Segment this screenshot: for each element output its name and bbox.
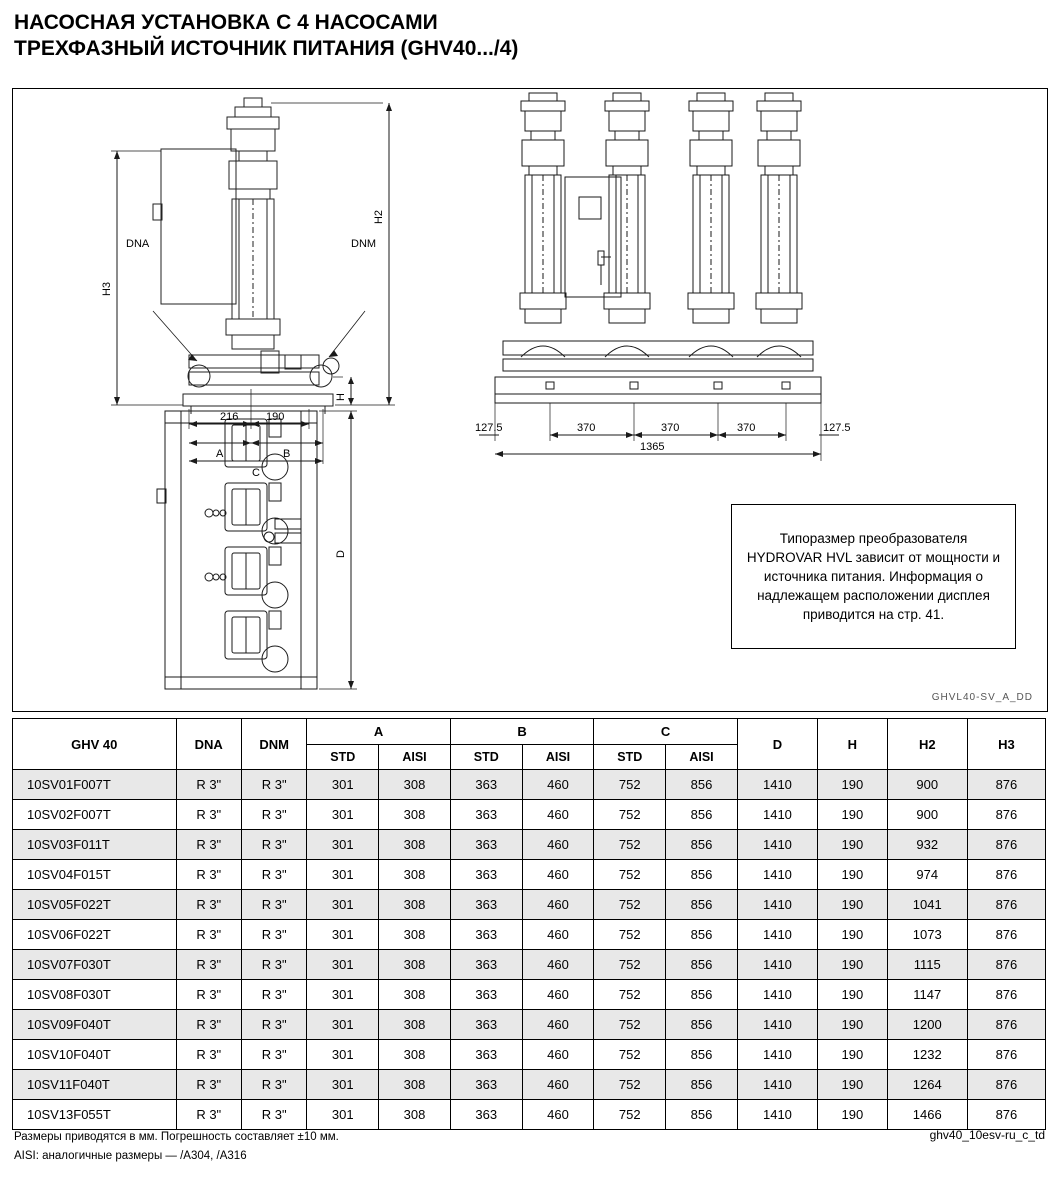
cell-h: 190 [818,1100,888,1130]
dimensions-table [12,718,1046,1130]
th-h: H [818,719,888,770]
cell-c_std: 752 [594,1100,666,1130]
cell-b_aisi: 460 [522,1100,594,1130]
cell-h3: 876 [967,920,1045,950]
cell-d: 1410 [737,770,817,800]
th-c-aisi: AISI [666,745,738,770]
cell-dnm: R 3" [241,1010,306,1040]
th-c-std: STD [594,745,666,770]
cell-h3: 876 [967,860,1045,890]
cell-c_aisi: 856 [666,1070,738,1100]
table-row [13,770,1046,800]
th-b: B [450,719,594,745]
cell-h3: 876 [967,950,1045,980]
cell-h: 190 [818,950,888,980]
cell-model: 10SV09F040T [13,1010,177,1040]
cell-b_std: 363 [450,770,522,800]
table-row [13,920,1046,950]
cell-model: 10SV03F011T [13,830,177,860]
table-row [13,890,1046,920]
cell-c_aisi: 856 [666,830,738,860]
cell-dnm: R 3" [241,890,306,920]
drawing-code-label: GHVL40-SV_A_DD [931,692,1033,703]
th-a-std: STD [307,745,379,770]
cell-model: 10SV05F022T [13,890,177,920]
th-h3: H3 [967,719,1045,770]
footnote-line2: AISI: аналогичные размеры — /A304, /A316 [14,1150,247,1162]
cell-b_aisi: 460 [522,800,594,830]
cell-dna: R 3" [176,950,241,980]
table-row [13,830,1046,860]
cell-h2: 1466 [887,1100,967,1130]
cell-d: 1410 [737,980,817,1010]
cell-h2: 900 [887,800,967,830]
cell-h3: 876 [967,890,1045,920]
cell-a_std: 301 [307,1010,379,1040]
cell-a_aisi: 308 [379,770,451,800]
dimensions-table-body [13,770,1046,1130]
cell-a_aisi: 308 [379,800,451,830]
th-h2: H2 [887,719,967,770]
cell-h: 190 [818,830,888,860]
footnote-line1: Размеры приводятся в мм. Погрешность составляет ±10 мм. [14,1131,339,1143]
cell-c_aisi: 856 [666,950,738,980]
table-header-row-top [13,719,1046,745]
cell-a_std: 301 [307,890,379,920]
cell-h3: 876 [967,1070,1045,1100]
cell-c_std: 752 [594,800,666,830]
cell-c_std: 752 [594,1040,666,1070]
cell-model: 10SV08F030T [13,980,177,1010]
cell-c_std: 752 [594,920,666,950]
th-dna: DNA [176,719,241,770]
cell-h: 190 [818,1070,888,1100]
cell-model: 10SV07F030T [13,950,177,980]
cell-b_std: 363 [450,980,522,1010]
cell-dnm: R 3" [241,1040,306,1070]
dim-label-b: B [283,448,291,460]
cell-a_std: 301 [307,860,379,890]
th-b-aisi: AISI [522,745,594,770]
cell-dnm: R 3" [241,1100,306,1130]
cell-h2: 1147 [887,980,967,1010]
table-row [13,1040,1046,1070]
cell-a_aisi: 308 [379,890,451,920]
cell-b_aisi: 460 [522,1010,594,1040]
dim-label-216: 216 [220,411,239,423]
cell-h: 190 [818,800,888,830]
th-b-std: STD [450,745,522,770]
cell-a_std: 301 [307,800,379,830]
cell-d: 1410 [737,800,817,830]
cell-b_aisi: 460 [522,860,594,890]
cell-a_aisi: 308 [379,860,451,890]
table-row [13,800,1046,830]
cell-b_std: 363 [450,1070,522,1100]
cell-b_std: 363 [450,920,522,950]
cell-c_std: 752 [594,890,666,920]
cell-c_aisi: 856 [666,1010,738,1040]
cell-a_aisi: 308 [379,1070,451,1100]
cell-b_std: 363 [450,1010,522,1040]
cell-dna: R 3" [176,1100,241,1130]
cell-d: 1410 [737,890,817,920]
cell-b_std: 363 [450,800,522,830]
table-row [13,950,1046,980]
cell-b_std: 363 [450,1040,522,1070]
th-a-aisi: AISI [379,745,451,770]
cell-h: 190 [818,860,888,890]
cell-c_aisi: 856 [666,1040,738,1070]
cell-dnm: R 3" [241,830,306,860]
cell-a_std: 301 [307,770,379,800]
cell-c_std: 752 [594,770,666,800]
cell-a_aisi: 308 [379,980,451,1010]
dim-label-h3: H3 [101,281,113,297]
cell-dna: R 3" [176,800,241,830]
cell-dna: R 3" [176,1010,241,1040]
cell-dnm: R 3" [241,1070,306,1100]
cell-b_aisi: 460 [522,950,594,980]
cell-a_std: 301 [307,1100,379,1130]
dim-label-h2: H2 [373,209,385,225]
th-a: A [307,719,451,745]
cell-c_aisi: 856 [666,920,738,950]
cell-dna: R 3" [176,770,241,800]
cell-a_std: 301 [307,1070,379,1100]
cell-a_aisi: 308 [379,920,451,950]
cell-d: 1410 [737,860,817,890]
dim-label-d: D [335,550,347,558]
table-row [13,980,1046,1010]
footnotes [14,1128,339,1166]
table-row [13,860,1046,890]
cell-model: 10SV01F007T [13,770,177,800]
cell-c_std: 752 [594,950,666,980]
dim-label-dna: DNA [126,238,150,250]
cell-h2: 1264 [887,1070,967,1100]
cell-d: 1410 [737,1040,817,1070]
cell-h: 190 [818,770,888,800]
dim-label-a: A [216,448,224,460]
cell-d: 1410 [737,1100,817,1130]
dim-label-370-1: 370 [577,422,596,434]
dim-label-c: C [252,467,260,479]
cell-h2: 900 [887,770,967,800]
dim-label-190: 190 [266,411,285,423]
cell-c_std: 752 [594,860,666,890]
hydrovar-note-text: Типоразмер преобразователя HYDROVAR HVL зависит от мощности и источника питания. Информация о надлежащем расположении дисплея приводится на стр. 41. [746,531,1001,622]
table-row [13,1100,1046,1130]
th-c: C [594,719,738,745]
cell-dna: R 3" [176,830,241,860]
technical-drawing-frame [12,88,1048,712]
th-d: D [737,719,817,770]
cell-d: 1410 [737,830,817,860]
cell-h3: 876 [967,1040,1045,1070]
cell-d: 1410 [737,1070,817,1100]
cell-b_aisi: 460 [522,830,594,860]
cell-a_std: 301 [307,980,379,1010]
cell-c_std: 752 [594,830,666,860]
cell-model: 10SV06F022T [13,920,177,950]
cell-h: 190 [818,890,888,920]
page-title-line2: ТРЕХФАЗНЫЙ ИСТОЧНИК ПИТАНИЯ (GHV40.../4) [14,37,519,60]
cell-c_aisi: 856 [666,980,738,1010]
dim-label-370-2: 370 [661,422,680,434]
cell-h2: 1073 [887,920,967,950]
cell-b_aisi: 460 [522,770,594,800]
cell-c_aisi: 856 [666,1100,738,1130]
cell-model: 10SV13F055T [13,1100,177,1130]
cell-dna: R 3" [176,980,241,1010]
cell-h: 190 [818,980,888,1010]
dim-label-1365: 1365 [640,441,665,453]
cell-dnm: R 3" [241,770,306,800]
cell-h2: 974 [887,860,967,890]
cell-b_std: 363 [450,1100,522,1130]
table-row [13,1010,1046,1040]
cell-a_aisi: 308 [379,830,451,860]
cell-h: 190 [818,1040,888,1070]
th-dnm: DNM [241,719,306,770]
cell-h3: 876 [967,830,1045,860]
page-title [14,10,1044,62]
cell-h3: 876 [967,800,1045,830]
cell-h3: 876 [967,1010,1045,1040]
dim-label-370-3: 370 [737,422,756,434]
cell-h3: 876 [967,980,1045,1010]
cell-b_aisi: 460 [522,920,594,950]
cell-b_aisi: 460 [522,1070,594,1100]
dim-label-127-left: 127.5 [475,422,503,434]
cell-h2: 1200 [887,1010,967,1040]
cell-model: 10SV10F040T [13,1040,177,1070]
page-title-line1: НАСОСНАЯ УСТАНОВКА С 4 НАСОСАМИ [14,11,438,34]
cell-dna: R 3" [176,890,241,920]
cell-model: 10SV04F015T [13,860,177,890]
cell-b_std: 363 [450,830,522,860]
cell-a_aisi: 308 [379,950,451,980]
cell-dnm: R 3" [241,950,306,980]
cell-c_aisi: 856 [666,800,738,830]
cell-d: 1410 [737,950,817,980]
cell-h: 190 [818,1010,888,1040]
cell-b_std: 363 [450,890,522,920]
dim-label-h: H [335,393,347,401]
cell-a_std: 301 [307,830,379,860]
cell-a_std: 301 [307,920,379,950]
cell-a_std: 301 [307,1040,379,1070]
cell-dnm: R 3" [241,920,306,950]
cell-dnm: R 3" [241,860,306,890]
cell-dna: R 3" [176,860,241,890]
dim-label-127-right: 127.5 [823,422,851,434]
cell-dna: R 3" [176,1040,241,1070]
document-code: ghv40_10esv-ru_c_td [929,1128,1045,1142]
dimensions-table-wrap [12,718,1046,1130]
cell-c_std: 752 [594,1070,666,1100]
table-row [13,1070,1046,1100]
cell-b_aisi: 460 [522,1040,594,1070]
cell-c_aisi: 856 [666,770,738,800]
cell-h2: 1041 [887,890,967,920]
cell-a_std: 301 [307,950,379,980]
cell-a_aisi: 308 [379,1010,451,1040]
cell-d: 1410 [737,1010,817,1040]
cell-b_aisi: 460 [522,890,594,920]
cell-h2: 1115 [887,950,967,980]
hydrovar-note-box [731,504,1016,649]
cell-model: 10SV02F007T [13,800,177,830]
cell-b_std: 363 [450,950,522,980]
cell-dna: R 3" [176,920,241,950]
th-model: GHV 40 [13,719,177,770]
cell-dna: R 3" [176,1070,241,1100]
cell-model: 10SV11F040T [13,1070,177,1100]
cell-a_aisi: 308 [379,1100,451,1130]
cell-d: 1410 [737,920,817,950]
cell-h3: 876 [967,1100,1045,1130]
cell-h2: 932 [887,830,967,860]
cell-b_aisi: 460 [522,980,594,1010]
cell-a_aisi: 308 [379,1040,451,1070]
cell-c_aisi: 856 [666,890,738,920]
cell-c_std: 752 [594,980,666,1010]
cell-c_aisi: 856 [666,860,738,890]
cell-h2: 1232 [887,1040,967,1070]
cell-dnm: R 3" [241,980,306,1010]
cell-h3: 876 [967,770,1045,800]
cell-h: 190 [818,920,888,950]
dim-label-dnm: DNM [351,238,377,250]
cell-c_std: 752 [594,1010,666,1040]
cell-b_std: 363 [450,860,522,890]
cell-dnm: R 3" [241,800,306,830]
